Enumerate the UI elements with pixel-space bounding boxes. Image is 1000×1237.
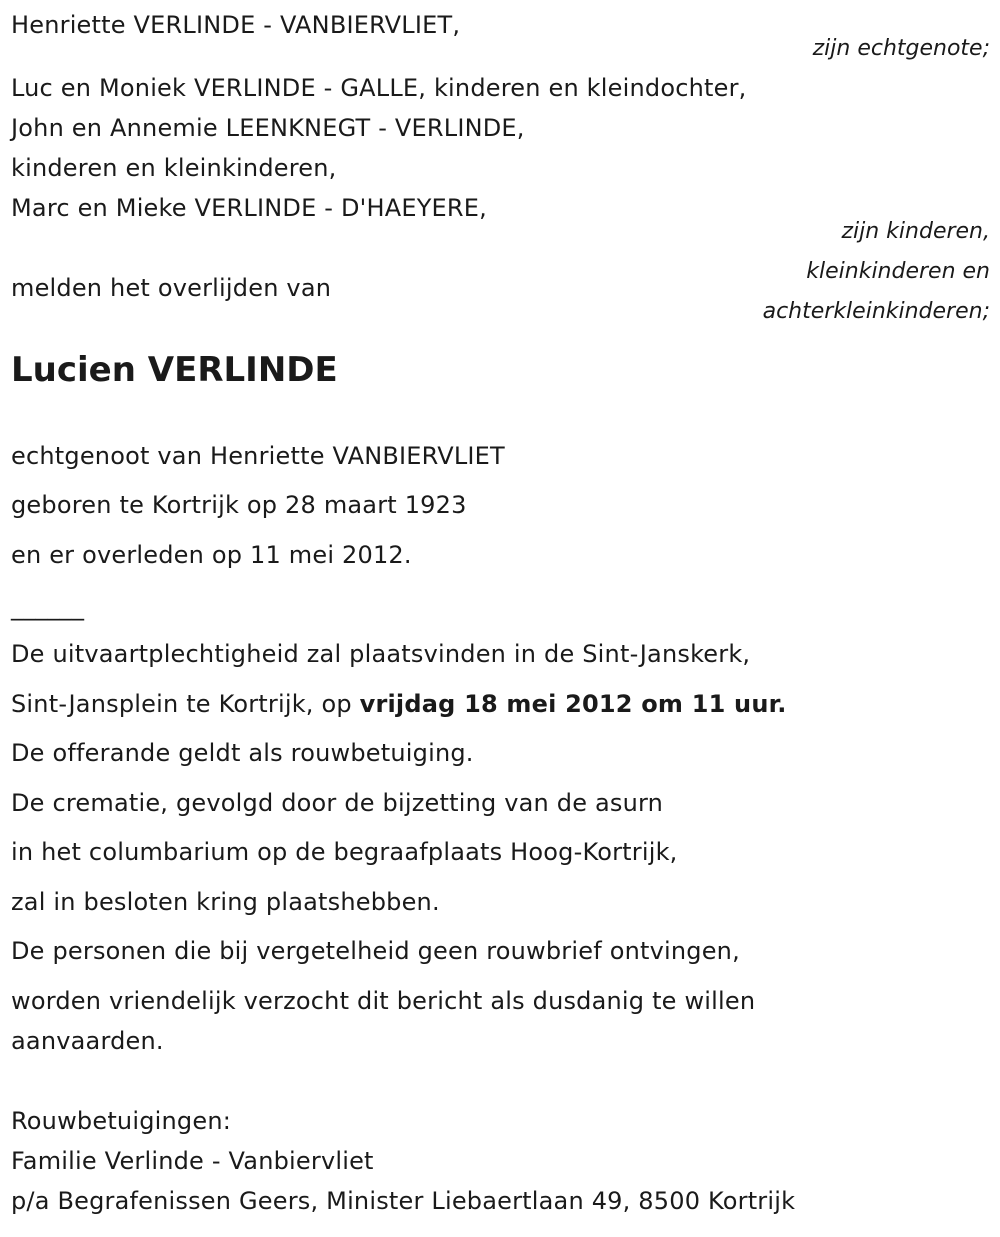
ceremony-line-3: De offerande geldt als rouwbetuiging.	[11, 739, 474, 767]
ceremony-line-7: De personen die bij vergetelheid geen rouwbrief ontvingen,	[11, 937, 740, 965]
ceremony-line-2-prefix: Sint-Jansplein te Kortrijk, op	[11, 690, 360, 718]
ceremony-line-8: worden vriendelijk verzocht dit bericht als dusdanig te willen	[11, 987, 756, 1015]
family-line-2: John en Annemie LEENKNEGT - VERLINDE,	[11, 114, 525, 142]
deceased-died: en er overleden op 11 mei 2012.	[11, 541, 412, 569]
family-role-1: zijn kinderen,	[841, 219, 990, 244]
deceased-born: geboren te Kortrijk op 28 maart 1923	[11, 491, 467, 519]
deceased-name: Lucien VERLINDE	[11, 350, 338, 390]
ceremony-line-6: zal in besloten kring plaatshebben.	[11, 888, 440, 916]
divider: ______	[11, 593, 85, 621]
ceremony-datetime: vrijdag 18 mei 2012 om 11 uur.	[359, 690, 787, 718]
spouse-role: zijn echtgenote;	[812, 36, 990, 61]
spouse-line: Henriette VERLINDE - VANBIERVLIET,	[11, 11, 461, 39]
family-role-3: achterkleinkinderen;	[762, 299, 990, 324]
condolences-family: Familie Verlinde - Vanbiervliet	[11, 1147, 374, 1175]
condolences-title: Rouwbetuigingen:	[11, 1107, 232, 1135]
family-line-1: Luc en Moniek VERLINDE - GALLE, kinderen en kleindochter,	[11, 74, 747, 102]
condolences-address: p/a Begrafenissen Geers, Minister Liebaertlaan 49, 8500 Kortrijk	[11, 1187, 796, 1215]
deceased-spouse: echtgenoot van Henriette VANBIERVLIET	[11, 442, 505, 470]
announce-line: melden het overlijden van	[11, 274, 332, 302]
ceremony-line-1: De uitvaartplechtigheid zal plaatsvinden in de Sint-Janskerk,	[11, 640, 751, 668]
family-line-3: kinderen en kleinkinderen,	[11, 154, 337, 182]
family-role-2: kleinkinderen en	[806, 259, 990, 284]
ceremony-line-5: in het columbarium op de begraafplaats Hoog-Kortrijk,	[11, 838, 678, 866]
ceremony-line-9: aanvaarden.	[11, 1027, 164, 1055]
ceremony-line-2	[11, 689, 787, 719]
ceremony-line-4: De crematie, gevolgd door de bijzetting van de asurn	[11, 789, 664, 817]
family-line-4: Marc en Mieke VERLINDE - D'HAEYERE,	[11, 194, 487, 222]
